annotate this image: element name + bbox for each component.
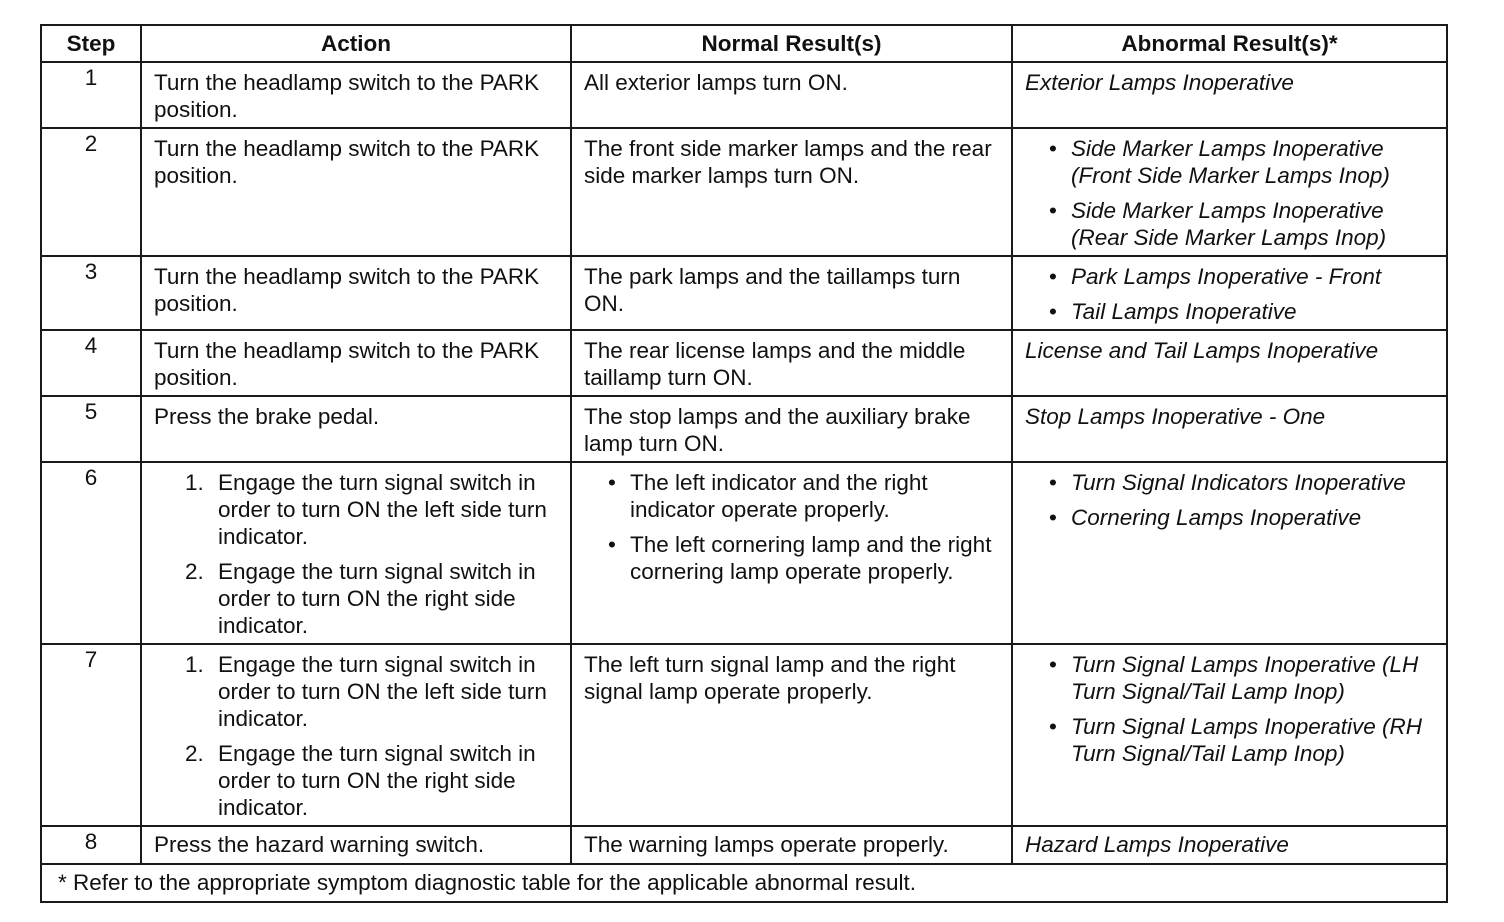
action-text: Turn the headlamp switch to the PARK position. xyxy=(154,70,540,122)
header-action: Action xyxy=(141,25,571,62)
table-row xyxy=(41,462,1447,644)
step-number: 1 xyxy=(41,62,141,128)
normal-result-cell xyxy=(571,62,1012,128)
abnormal-item: • Turn Signal Lamps Inoperative (LH Turn Signal/Tail Lamp Inop) xyxy=(1071,651,1436,705)
table-row xyxy=(41,644,1447,826)
header-row xyxy=(41,25,1447,62)
footnote-row xyxy=(41,864,1447,902)
normal-result-cell xyxy=(571,256,1012,330)
normal-result-cell xyxy=(571,826,1012,864)
normal-text: All exterior lamps turn ON. xyxy=(584,70,848,95)
step-number: 6 xyxy=(41,462,141,644)
abnormal-item: • Side Marker Lamps Inoperative (Front Side Marker Lamps Inop) xyxy=(1071,135,1436,189)
abnormal-list xyxy=(1025,469,1436,531)
action-step: 2. Engage the turn signal switch in order to turn ON the right side indicator. xyxy=(210,558,560,639)
action-steps-list xyxy=(154,469,560,639)
action-cell xyxy=(141,826,571,864)
action-cell xyxy=(141,644,571,826)
header-abnormal-results: Abnormal Result(s)* xyxy=(1012,25,1447,62)
normal-text: The park lamps and the taillamps turn ON. xyxy=(584,264,961,316)
abnormal-link: Stop Lamps Inoperative - One xyxy=(1025,404,1326,429)
abnormal-item: • Side Marker Lamps Inoperative (Rear Side Marker Lamps Inop) xyxy=(1071,197,1436,251)
normal-list xyxy=(584,469,1001,585)
action-cell xyxy=(141,396,571,462)
step-number: 3 xyxy=(41,256,141,330)
normal-result-cell xyxy=(571,462,1012,644)
action-step: 1. Engage the turn signal switch in order to turn ON the left side turn indicator. xyxy=(210,651,560,732)
normal-result-cell xyxy=(571,396,1012,462)
abnormal-list xyxy=(1025,263,1436,325)
action-cell xyxy=(141,330,571,396)
table-row xyxy=(41,256,1447,330)
action-text: Press the hazard warning switch. xyxy=(154,832,485,857)
abnormal-result-cell xyxy=(1012,826,1447,864)
action-steps-list xyxy=(154,651,560,821)
normal-item: • The left cornering lamp and the right cornering lamp operate properly. xyxy=(630,531,1001,585)
table-row xyxy=(41,128,1447,256)
action-text: Turn the headlamp switch to the PARK position. xyxy=(154,136,540,188)
abnormal-item: • Turn Signal Indicators Inoperative xyxy=(1071,469,1436,496)
action-text: Turn the headlamp switch to the PARK position. xyxy=(154,264,540,316)
abnormal-result-cell xyxy=(1012,396,1447,462)
abnormal-item: • Tail Lamps Inoperative xyxy=(1071,298,1436,325)
action-text: Press the brake pedal. xyxy=(154,404,380,429)
normal-text: The left turn signal lamp and the right signal lamp operate properly. xyxy=(584,652,956,704)
abnormal-result-cell xyxy=(1012,256,1447,330)
diagnostic-table xyxy=(40,24,1448,903)
step-number: 4 xyxy=(41,330,141,396)
normal-text: The stop lamps and the auxiliary brake lamp turn ON. xyxy=(584,404,971,456)
abnormal-result-cell xyxy=(1012,62,1447,128)
abnormal-result-cell xyxy=(1012,128,1447,256)
normal-item: • The left indicator and the right indicator operate properly. xyxy=(630,469,1001,523)
action-cell xyxy=(141,62,571,128)
footnote: * Refer to the appropriate symptom diagnostic table for the applicable abnormal result. xyxy=(41,864,1447,902)
normal-result-cell xyxy=(571,128,1012,256)
step-number: 2 xyxy=(41,128,141,256)
header-step: Step xyxy=(41,25,141,62)
abnormal-item: • Cornering Lamps Inoperative xyxy=(1071,504,1436,531)
abnormal-result-cell xyxy=(1012,462,1447,644)
normal-text: The rear license lamps and the middle taillamp turn ON. xyxy=(584,338,966,390)
abnormal-result-cell xyxy=(1012,644,1447,826)
abnormal-link: Hazard Lamps Inoperative xyxy=(1025,832,1289,857)
abnormal-item: • Park Lamps Inoperative - Front xyxy=(1071,263,1436,290)
table-row xyxy=(41,330,1447,396)
action-step: 2. Engage the turn signal switch in order to turn ON the right side indicator. xyxy=(210,740,560,821)
normal-result-cell xyxy=(571,330,1012,396)
action-cell xyxy=(141,128,571,256)
abnormal-link: License and Tail Lamps Inoperative xyxy=(1025,338,1379,363)
abnormal-link: Exterior Lamps Inoperative xyxy=(1025,70,1294,95)
action-step: 1. Engage the turn signal switch in order to turn ON the left side turn indicator. xyxy=(210,469,560,550)
normal-text: The front side marker lamps and the rear side marker lamps turn ON. xyxy=(584,136,992,188)
action-text: Turn the headlamp switch to the PARK position. xyxy=(154,338,540,390)
abnormal-list xyxy=(1025,135,1436,251)
step-number: 5 xyxy=(41,396,141,462)
table-row xyxy=(41,396,1447,462)
header-normal-results: Normal Result(s) xyxy=(571,25,1012,62)
action-cell xyxy=(141,256,571,330)
abnormal-item: • Turn Signal Lamps Inoperative (RH Turn Signal/Tail Lamp Inop) xyxy=(1071,713,1436,767)
step-number: 8 xyxy=(41,826,141,864)
step-number: 7 xyxy=(41,644,141,826)
normal-text: The warning lamps operate properly. xyxy=(584,832,949,857)
normal-result-cell xyxy=(571,644,1012,826)
table-row xyxy=(41,826,1447,864)
abnormal-list xyxy=(1025,651,1436,767)
table-row xyxy=(41,62,1447,128)
abnormal-result-cell xyxy=(1012,330,1447,396)
action-cell xyxy=(141,462,571,644)
